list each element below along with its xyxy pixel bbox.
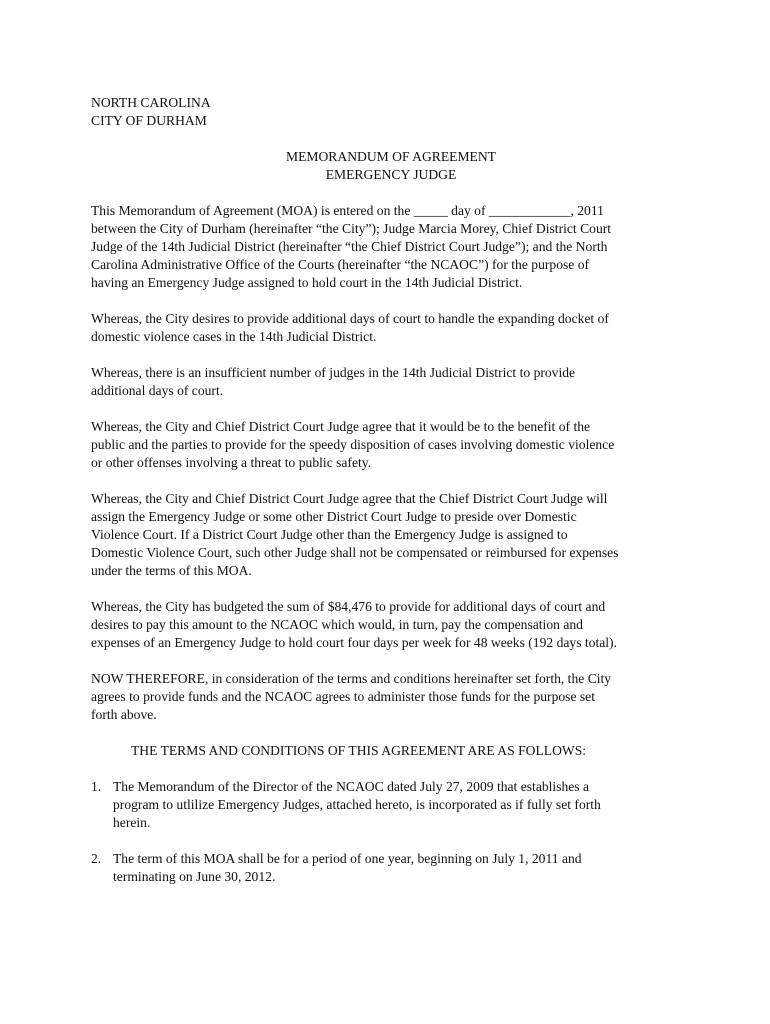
list-item-number: 2.: [91, 851, 102, 866]
paragraph-line: between the City of Durham (hereinafter “the City”); Judge Marcia Morey, Chief District Court: [91, 221, 612, 236]
paragraph-line: assign the Emergency Judge or some other District Court Judge to preside over Domestic: [91, 509, 577, 524]
paragraph-line: Domestic Violence Court, such other Judge shall not be compensated or reimbursed for expenses: [91, 545, 619, 560]
paragraph-line: public and the parties to provide for the speedy disposition of cases involving domestic violence: [91, 437, 615, 452]
paragraph-line: having an Emergency Judge assigned to hold court in the 14th Judicial District.: [91, 275, 523, 290]
paragraph-line: Whereas, the City has budgeted the sum of $84,476 to provide for additional days of court and: [91, 599, 606, 614]
paragraph-line: Whereas, there is an insufficient number of judges in the 14th Judicial District to provide: [91, 365, 576, 380]
list-item: [91, 778, 691, 832]
paragraph-line: agrees to provide funds and the NCAOC agrees to administer those funds for the purpose set: [91, 689, 595, 704]
paragraph-whereas-5: [91, 598, 691, 652]
paragraph-line: forth above.: [91, 707, 157, 722]
paragraph-whereas-4: [91, 490, 691, 580]
list-item-line: program to utlilize Emergency Judges, attached hereto, is incorporated as if fully set forth: [113, 797, 601, 812]
paragraph-line: Violence Court. If a District Court Judge other than the Emergency Judge is assigned to: [91, 527, 568, 542]
list-item-line: terminating on June 30, 2012.: [113, 869, 276, 884]
paragraph-line: additional days of court.: [91, 383, 224, 398]
paragraph-whereas-2: [91, 364, 691, 400]
document-title: [91, 148, 691, 184]
paragraph-line: or other offenses involving a threat to public safety.: [91, 455, 372, 470]
paragraph-line: Whereas, the City and Chief District Court Judge agree that it would be to the benefit of the: [91, 419, 591, 434]
list-item-line: herein.: [113, 815, 151, 830]
list-item-line: The Memorandum of the Director of the NCAOC dated July 27, 2009 that establishes a: [113, 779, 590, 794]
paragraph-line: Whereas, the City and Chief District Court Judge agree that the Chief District Court Judge will: [91, 491, 608, 506]
paragraph-whereas-1: [91, 310, 691, 346]
list-item-line: The term of this MOA shall be for a period of one year, beginning on July 1, 2011 and: [113, 851, 582, 866]
paragraph-whereas-3: [91, 418, 691, 472]
title-line-1: MEMORANDUM OF AGREEMENT: [286, 149, 496, 164]
paragraph-line: expenses of an Emergency Judge to hold court four days per week for 48 weeks (192 days total).: [91, 635, 617, 650]
document-header: [91, 94, 691, 130]
paragraph-line: desires to pay this amount to the NCAOC which would, in turn, pay the compensation and: [91, 617, 583, 632]
paragraph-now-therefore: [91, 670, 691, 724]
paragraph-line: Carolina Administrative Office of the Courts (hereinafter “the NCAOC”) for the purpose of: [91, 257, 590, 272]
terms-heading: THE TERMS AND CONDITIONS OF THIS AGREEMENT ARE AS FOLLOWS:: [131, 743, 587, 758]
list-item: [91, 850, 691, 886]
paragraph-line: This Memorandum of Agreement (MOA) is entered on the _____ day of ____________, 2011: [91, 203, 604, 218]
header-state: NORTH CAROLINA: [91, 95, 211, 110]
paragraph-intro: [91, 202, 691, 292]
paragraph-line: under the terms of this MOA.: [91, 563, 252, 578]
list-item-number: 1.: [91, 779, 102, 794]
paragraph-line: domestic violence cases in the 14th Judicial District.: [91, 329, 377, 344]
terms-list: [91, 778, 691, 886]
header-city: CITY OF DURHAM: [91, 113, 207, 128]
paragraph-line: Judge of the 14th Judicial District (hereinafter “the Chief District Court Judge”); and the North: [91, 239, 608, 254]
title-line-2: EMERGENCY JUDGE: [325, 167, 457, 182]
paragraph-line: Whereas, the City desires to provide additional days of court to handle the expanding docket of: [91, 311, 609, 326]
paragraph-line: NOW THEREFORE, in consideration of the terms and conditions hereinafter set forth, the City: [91, 671, 612, 686]
document-page: [91, 94, 691, 886]
